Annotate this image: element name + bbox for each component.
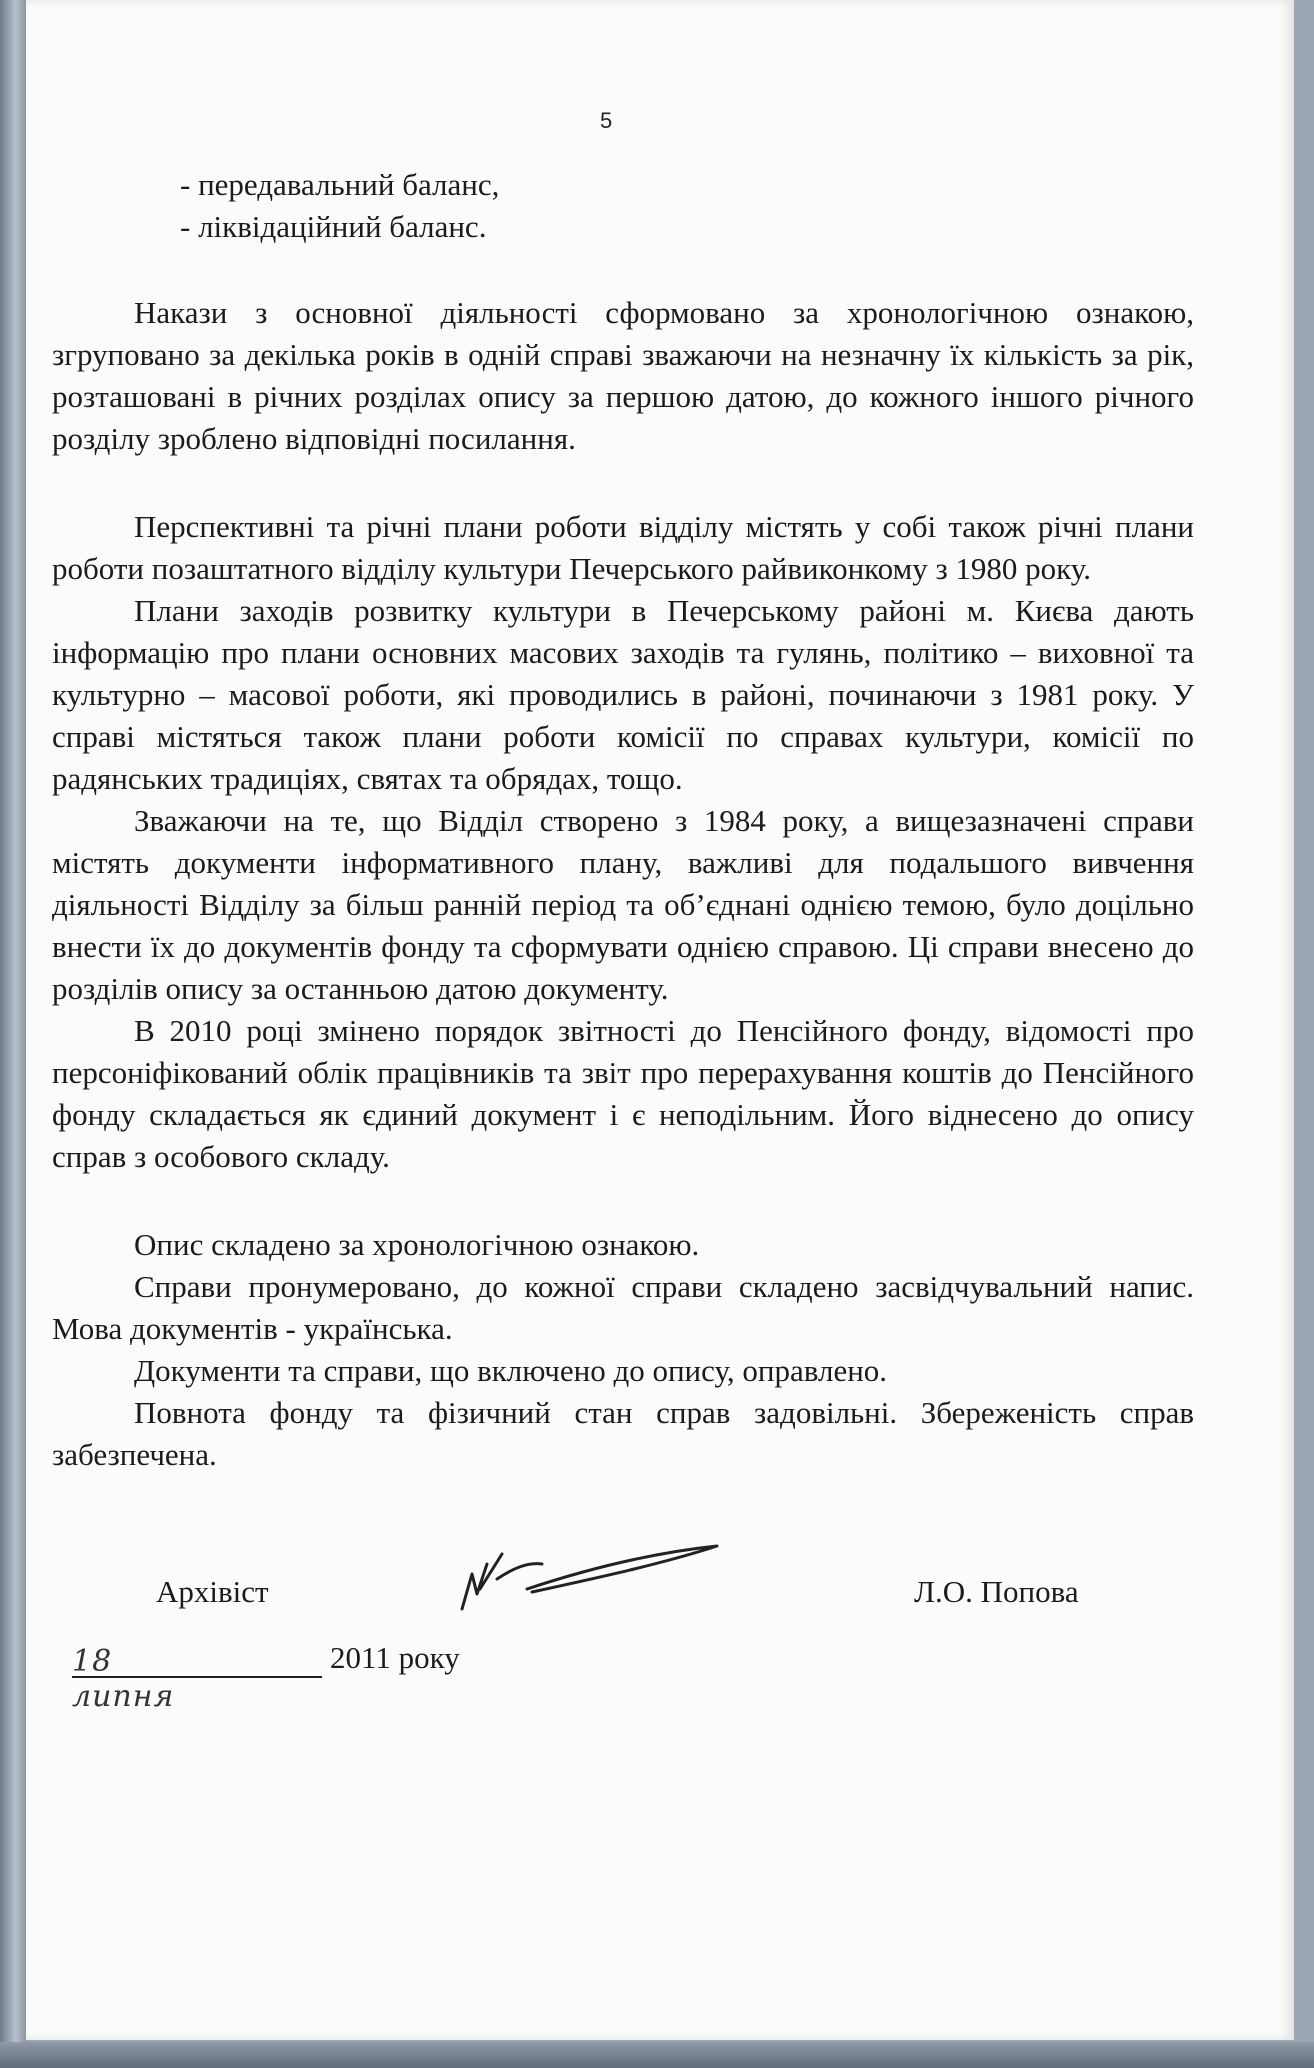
handwritten-signature (432, 1534, 732, 1624)
binding-left-edge (0, 0, 26, 2068)
signer-name: Л.О. Попова (914, 1574, 1079, 1609)
signer-role: Архівіст (156, 1574, 269, 1609)
handwritten-date: 18 липня (72, 1644, 175, 1714)
paragraph-spacer (52, 460, 1194, 506)
document-page (26, 0, 1294, 2040)
paragraph-culture-plans: Плани заходів розвитку культури в Печерському районі м. Києва дають інформацію про плани основних масових заходів та гулянь, політико – виховної та культурно – масової роботи, які проводились в районі, починаючи з 1981 року. У справі містяться також плани роботи комісії по справах культури, комісії по радянських традиціях, святах та обрядах, тощо. (52, 593, 1194, 796)
date-year: 2011 року (330, 1640, 460, 1675)
list-item: - передавальний баланс, (180, 167, 500, 202)
paragraph-binding: Документи та справи, що включено до опису, оправлено. (134, 1353, 888, 1388)
paragraph-plans: Перспективні та річні плани роботи відділу містять у собі також річні плани роботи позаштатного відділу культури Печерського райвиконкому з 1980 року. (52, 509, 1194, 586)
list-item: - ліквідаційний баланс. (180, 209, 487, 244)
page-number: 5 (600, 108, 613, 133)
paragraph-pension: В 2010 році змінено порядок звітності до Пенсійного фонду, відомості про персоніфікований облік працівників та звіт про перерахування коштів до Пенсійного фонду складається як єдиний документ і є неподільним. Його віднесено до опису справ з особового складу. (52, 1013, 1194, 1174)
binding-bottom-edge (0, 2042, 1314, 2068)
paragraph-orders: Накази з основної діяльності сформовано за хронологічною ознакою, згруповано за декілька років в одній справі зважаючи на незначну їх кількість за рік, розташовані в річних розділах опису за першою датою, до кожного іншого річного розділу зроблено відповідні посилання. (52, 295, 1194, 456)
document-body (52, 164, 1194, 1476)
date-underline (72, 1676, 322, 1678)
paragraph-department: Зважаючи на те, що Відділ створено з 1984 року, а вищезазначені справи містять документи інформативного плану, важливі для подальшого вивчення діяльності Відділу за більш ранній період та об’єднані однією темою, було доцільно внести їх до документів фонду та сформувати однією справою. Ці справи внесено до розділів опису за останньою датою документу. (52, 803, 1194, 1006)
paragraph-spacer (52, 248, 1194, 292)
paragraph-completeness: Повнота фонду та фізичний стан справ задовільні. Збереженість справ забезпечена. (52, 1395, 1194, 1472)
paragraph-spacer (52, 1178, 1194, 1224)
paragraph-inventory: Опис складено за хронологічною ознакою. (134, 1227, 700, 1262)
paragraph-numbering: Справи пронумеровано, до кожної справи складено засвідчувальний напис. Мова документів - українська. (52, 1269, 1194, 1346)
